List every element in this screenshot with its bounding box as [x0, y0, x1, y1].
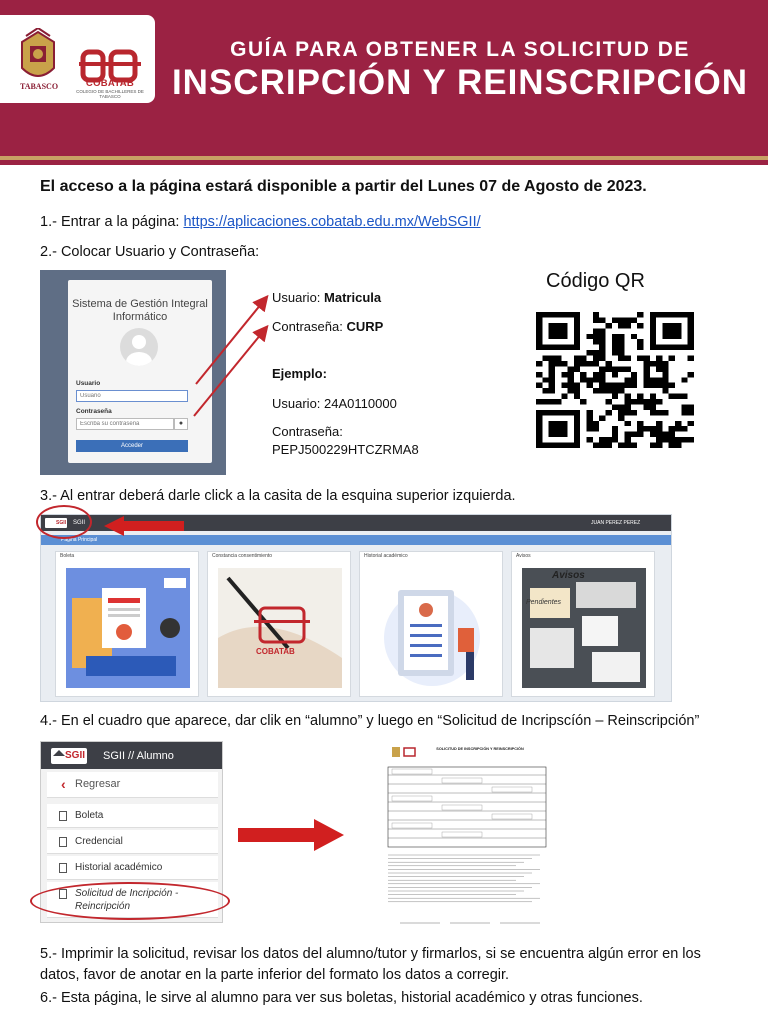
dashboard-app-name: SGII	[73, 520, 86, 526]
constancia-illustration	[218, 568, 342, 688]
example-user-label: Usuario:	[272, 396, 325, 411]
header-banner	[0, 0, 768, 165]
avisos-heading: Avisos	[552, 570, 585, 581]
dashboard-user-name[interactable]: JUAN PEREZ PEREZ	[591, 520, 641, 526]
qr-title: Código QR	[546, 270, 645, 292]
form-body	[380, 755, 552, 930]
home-icon[interactable]: SGII	[45, 518, 67, 528]
cobatab-fullname: COLEGIO DE BACHILLERES DE TABASCO	[76, 89, 144, 99]
step-5: 5.- Imprimir la solicitud, revisar los datos del alumno/tutor y firmarlos, si se encuentra algún error en los datos, favor de anotar en la parte inferior del formato los datos a corregir.	[40, 946, 701, 983]
dashboard-screenshot	[40, 514, 672, 702]
title-line-2: INSCRIPCIÓN Y REINSCRIPCIÓN	[171, 63, 749, 102]
menu-title: SGII // Alumno	[103, 750, 174, 762]
card-constancia[interactable]	[207, 551, 351, 697]
websgii-link[interactable]: https://aplicaciones.cobatab.edu.mx/WebSGII/	[183, 214, 481, 230]
tabasco-label: TABASCO	[19, 82, 59, 91]
card-historial[interactable]	[359, 551, 503, 697]
login-submit-button[interactable]: Acceder	[76, 440, 188, 452]
example-heading: Ejemplo:	[272, 366, 327, 381]
header-accent-line	[0, 156, 768, 160]
show-password-eye-icon[interactable]: ●	[174, 418, 188, 430]
cobatab-name: COBATAB	[85, 78, 135, 89]
password-label: Contraseña	[76, 408, 112, 415]
card-boleta[interactable]	[55, 551, 199, 697]
credential-user	[272, 290, 381, 305]
example-user-value: 24A0110000	[324, 396, 397, 411]
card-title: Avisos	[516, 553, 531, 559]
credential-user-value: Matricula	[324, 290, 382, 305]
menu-item-label: Boleta	[75, 810, 104, 821]
document-icon	[59, 837, 67, 847]
step-1-text: 1.- Entrar a la página:	[40, 214, 184, 230]
menu-item-label: Credencial	[75, 836, 123, 847]
user-avatar-icon	[120, 328, 158, 366]
menu-home-button[interactable]: SGII	[51, 748, 87, 764]
card-title: Constancia consentimiento	[212, 553, 273, 559]
historial-illustration	[370, 568, 494, 688]
left-arrow-icon	[102, 515, 186, 537]
boleta-illustration	[66, 568, 190, 688]
step-1	[40, 214, 481, 230]
example-pass-value: PEPJ500229HTCZRMA8	[272, 442, 419, 457]
example-pass-label: Contraseña:	[272, 424, 343, 439]
step-2: 2.- Colocar Usuario y Contraseña:	[40, 244, 260, 260]
back-label: Regresar	[75, 778, 121, 790]
credential-pass-value: CURP	[346, 319, 384, 334]
breadcrumb-text: Página Principal	[61, 537, 98, 543]
login-title: Sistema de Gestión Integral Informático	[72, 298, 208, 323]
house-icon	[53, 750, 65, 756]
menu-item-boleta[interactable]	[47, 804, 218, 828]
avisos-illustration	[522, 568, 646, 688]
document-icon	[59, 863, 67, 873]
username-input[interactable]	[76, 390, 188, 402]
form-title: SOLICITUD DE INSCRIPCIÓN Y REINSCRIPCIÓN	[436, 747, 524, 751]
chevron-left-icon: ‹	[61, 776, 66, 792]
document-icon	[59, 811, 67, 821]
back-button[interactable]	[47, 772, 218, 798]
solicitud-form-preview	[380, 745, 552, 930]
card-logo-text: COBATAB	[256, 647, 295, 656]
step-6: 6.- Esta página, le sirve al alumno para ver sus boletas, historial académico y otras funciones.	[40, 990, 643, 1006]
example-user	[272, 396, 397, 411]
menu-item-label: Historial académico	[75, 862, 163, 873]
avisos-note: Pendientes	[526, 599, 562, 606]
username-label: Usuario	[76, 380, 101, 387]
qr-code[interactable]	[536, 312, 694, 448]
title-line-1: GUÍA PARA OBTENER LA SOLICITUD DE	[230, 38, 690, 61]
intro-text: El acceso a la página estará disponible a partir del Lunes 07 de Agosto de 2023.	[40, 178, 647, 195]
credential-pass-label: Contraseña:	[272, 319, 347, 334]
password-input[interactable]	[76, 418, 174, 430]
menu-item-historial[interactable]	[47, 856, 218, 880]
credential-password	[272, 319, 383, 334]
solicitud-highlight-circle	[30, 882, 230, 920]
step-4: 4.- En el cuadro que aparece, dar clik en “alumno” y luego en “Solicitud de Incripscíón – Reinscripción”	[40, 713, 700, 729]
card-avisos[interactable]	[511, 551, 655, 697]
card-title: Historial académico	[364, 553, 408, 559]
menu-item-credencial[interactable]	[47, 830, 218, 854]
menu-topbar	[41, 742, 223, 769]
step-3: 3.- Al entrar deberá darle click a la casita de la esquina superior izquierda.	[40, 488, 516, 504]
credential-user-label: Usuario:	[272, 290, 325, 305]
home-highlight-circle	[36, 505, 92, 539]
card-title: Boleta	[60, 553, 75, 559]
right-arrow-icon	[236, 817, 346, 853]
pointer-arrows	[186, 286, 276, 426]
menu-item-label: Solicitud de Incripción - Reincripción	[75, 888, 179, 912]
